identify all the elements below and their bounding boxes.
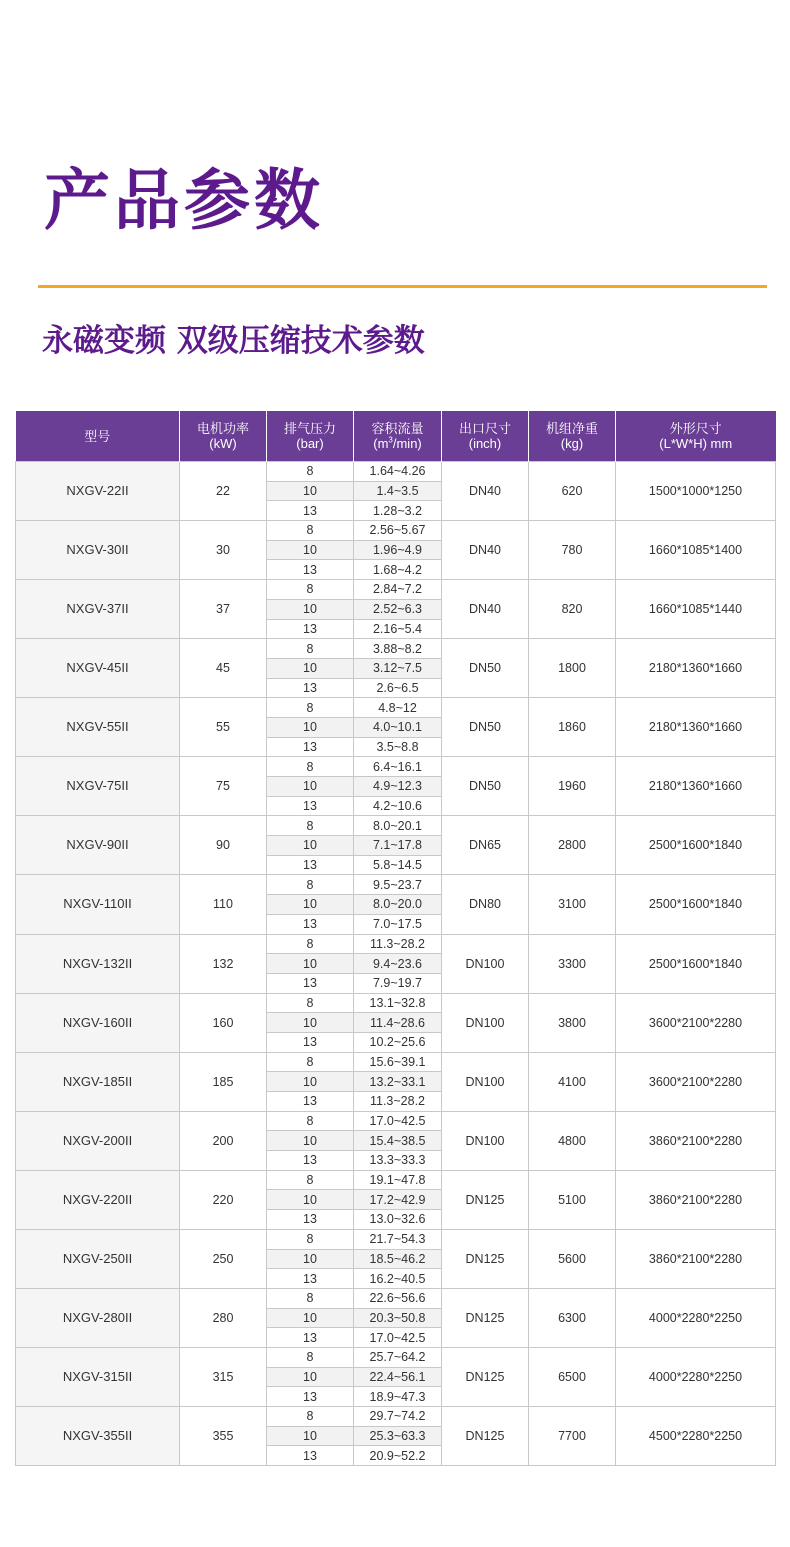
outlet-cell: DN125 <box>442 1407 529 1466</box>
flow-cell: 13.2~33.1 <box>354 1072 442 1092</box>
table-row <box>16 580 776 600</box>
flow-cell: 13.3~33.3 <box>354 1151 442 1171</box>
pressure-cell: 13 <box>267 855 354 875</box>
dims-cell: 2180*1360*1660 <box>616 639 776 698</box>
flow-cell: 15.6~39.1 <box>354 1052 442 1072</box>
pressure-cell: 13 <box>267 678 354 698</box>
flow-cell: 21.7~54.3 <box>354 1229 442 1249</box>
table-row <box>16 1052 776 1072</box>
table-row <box>16 993 776 1013</box>
weight-cell: 1800 <box>529 639 616 698</box>
pressure-cell: 8 <box>267 1111 354 1131</box>
flow-cell: 7.9~19.7 <box>354 973 442 993</box>
flow-cell: 8.0~20.0 <box>354 895 442 915</box>
outlet-cell: DN125 <box>442 1170 529 1229</box>
flow-cell: 17.2~42.9 <box>354 1190 442 1210</box>
flow-cell: 18.9~47.3 <box>354 1387 442 1407</box>
pressure-cell: 13 <box>267 1210 354 1230</box>
power-cell: 110 <box>180 875 267 934</box>
model-cell: NXGV-185II <box>16 1052 180 1111</box>
pressure-cell: 10 <box>267 777 354 797</box>
model-cell: NXGV-45II <box>16 639 180 698</box>
model-cell: NXGV-220II <box>16 1170 180 1229</box>
dims-cell: 2500*1600*1840 <box>616 816 776 875</box>
model-cell: NXGV-75II <box>16 757 180 816</box>
flow-cell: 20.3~50.8 <box>354 1308 442 1328</box>
outlet-cell: DN125 <box>442 1288 529 1347</box>
flow-cell: 8.0~20.1 <box>354 816 442 836</box>
flow-cell: 13.1~32.8 <box>354 993 442 1013</box>
dims-cell: 1660*1085*1440 <box>616 580 776 639</box>
pressure-cell: 8 <box>267 1347 354 1367</box>
power-cell: 30 <box>180 521 267 580</box>
model-cell: NXGV-110II <box>16 875 180 934</box>
model-cell: NXGV-160II <box>16 993 180 1052</box>
power-cell: 160 <box>180 993 267 1052</box>
model-cell: NXGV-355II <box>16 1407 180 1466</box>
weight-cell: 5600 <box>529 1229 616 1288</box>
outlet-cell: DN40 <box>442 521 529 580</box>
pressure-cell: 13 <box>267 973 354 993</box>
pressure-cell: 8 <box>267 816 354 836</box>
model-cell: NXGV-30II <box>16 521 180 580</box>
flow-cell: 1.68~4.2 <box>354 560 442 580</box>
pressure-cell: 13 <box>267 796 354 816</box>
pressure-cell: 10 <box>267 658 354 678</box>
pressure-cell: 10 <box>267 836 354 856</box>
outlet-cell: DN100 <box>442 934 529 993</box>
dims-cell: 3860*2100*2280 <box>616 1229 776 1288</box>
header-power: 电机功率 (kW) <box>180 411 267 462</box>
pressure-cell: 13 <box>267 1151 354 1171</box>
flow-cell: 4.9~12.3 <box>354 777 442 797</box>
table-row <box>16 521 776 541</box>
pressure-cell: 10 <box>267 1426 354 1446</box>
power-cell: 55 <box>180 698 267 757</box>
power-cell: 200 <box>180 1111 267 1170</box>
outlet-cell: DN50 <box>442 639 529 698</box>
pressure-cell: 13 <box>267 1269 354 1289</box>
pressure-cell: 13 <box>267 737 354 757</box>
table-row <box>16 1170 776 1190</box>
power-cell: 37 <box>180 580 267 639</box>
outlet-cell: DN50 <box>442 698 529 757</box>
flow-cell: 11.4~28.6 <box>354 1013 442 1033</box>
section-subtitle: 永磁变频 双级压缩技术参数 <box>42 323 425 359</box>
flow-cell: 15.4~38.5 <box>354 1131 442 1151</box>
flow-cell: 20.9~52.2 <box>354 1446 442 1466</box>
flow-cell: 18.5~46.2 <box>354 1249 442 1269</box>
flow-cell: 4.0~10.1 <box>354 717 442 737</box>
title-divider <box>38 285 767 288</box>
flow-cell: 16.2~40.5 <box>354 1269 442 1289</box>
dims-cell: 3600*2100*2280 <box>616 1052 776 1111</box>
model-cell: NXGV-315II <box>16 1347 180 1406</box>
flow-cell: 25.3~63.3 <box>354 1426 442 1446</box>
page-title: 产品参数 <box>44 162 324 239</box>
model-cell: NXGV-280II <box>16 1288 180 1347</box>
flow-cell: 19.1~47.8 <box>354 1170 442 1190</box>
dims-cell: 4000*2280*2250 <box>616 1288 776 1347</box>
flow-cell: 1.64~4.26 <box>354 462 442 482</box>
weight-cell: 7700 <box>529 1407 616 1466</box>
dims-cell: 2180*1360*1660 <box>616 757 776 816</box>
flow-cell: 13.0~32.6 <box>354 1210 442 1230</box>
flow-cell: 4.2~10.6 <box>354 796 442 816</box>
flow-cell: 5.8~14.5 <box>354 855 442 875</box>
dims-cell: 4500*2280*2250 <box>616 1407 776 1466</box>
flow-cell: 2.84~7.2 <box>354 580 442 600</box>
flow-cell: 4.8~12 <box>354 698 442 718</box>
flow-cell: 2.52~6.3 <box>354 599 442 619</box>
outlet-cell: DN125 <box>442 1229 529 1288</box>
outlet-cell: DN65 <box>442 816 529 875</box>
pressure-cell: 10 <box>267 1013 354 1033</box>
header-pressure: 排气压力 (bar) <box>267 411 354 462</box>
outlet-cell: DN80 <box>442 875 529 934</box>
weight-cell: 820 <box>529 580 616 639</box>
table-row <box>16 639 776 659</box>
flow-cell: 2.16~5.4 <box>354 619 442 639</box>
flow-cell: 9.5~23.7 <box>354 875 442 895</box>
flow-cell: 3.12~7.5 <box>354 658 442 678</box>
table-row <box>16 1229 776 1249</box>
weight-cell: 620 <box>529 462 616 521</box>
pressure-cell: 10 <box>267 1308 354 1328</box>
pressure-cell: 10 <box>267 717 354 737</box>
pressure-cell: 10 <box>267 1249 354 1269</box>
flow-cell: 1.96~4.9 <box>354 540 442 560</box>
header-flow: 容积流量 $(m^3/\min)$ <box>354 411 442 462</box>
outlet-cell: DN125 <box>442 1347 529 1406</box>
outlet-cell: DN100 <box>442 1052 529 1111</box>
power-cell: 185 <box>180 1052 267 1111</box>
table-row <box>16 462 776 482</box>
flow-cell: 2.6~6.5 <box>354 678 442 698</box>
dims-cell: 4000*2280*2250 <box>616 1347 776 1406</box>
power-cell: 132 <box>180 934 267 993</box>
pressure-cell: 10 <box>267 481 354 501</box>
flow-cell: 1.4~3.5 <box>354 481 442 501</box>
model-cell: NXGV-22II <box>16 462 180 521</box>
dims-cell: 3860*2100*2280 <box>616 1170 776 1229</box>
flow-cell: 11.3~28.2 <box>354 1092 442 1112</box>
flow-cell: 7.0~17.5 <box>354 914 442 934</box>
outlet-cell: DN100 <box>442 1111 529 1170</box>
table-row <box>16 757 776 777</box>
header-dims: 外形尺寸 (L*W*H) mm <box>616 411 776 462</box>
header-outlet: 出口尺寸 (inch) <box>442 411 529 462</box>
weight-cell: 4800 <box>529 1111 616 1170</box>
power-cell: 90 <box>180 816 267 875</box>
flow-cell: 6.4~16.1 <box>354 757 442 777</box>
pressure-cell: 10 <box>267 1367 354 1387</box>
model-cell: NXGV-250II <box>16 1229 180 1288</box>
table-row <box>16 875 776 895</box>
pressure-cell: 10 <box>267 540 354 560</box>
spec-table <box>15 411 776 1466</box>
flow-cell: 10.2~25.6 <box>354 1032 442 1052</box>
pressure-cell: 13 <box>267 1446 354 1466</box>
pressure-cell: 13 <box>267 501 354 521</box>
pressure-cell: 10 <box>267 1190 354 1210</box>
pressure-cell: 8 <box>267 698 354 718</box>
power-cell: 280 <box>180 1288 267 1347</box>
dims-cell: 1500*1000*1250 <box>616 462 776 521</box>
pressure-cell: 8 <box>267 757 354 777</box>
dims-cell: 3860*2100*2280 <box>616 1111 776 1170</box>
table-row <box>16 1111 776 1131</box>
pressure-cell: 10 <box>267 1131 354 1151</box>
pressure-cell: 10 <box>267 1072 354 1092</box>
weight-cell: 3800 <box>529 993 616 1052</box>
power-cell: 45 <box>180 639 267 698</box>
header-weight: 机组净重 (kg) <box>529 411 616 462</box>
pressure-cell: 8 <box>267 875 354 895</box>
dims-cell: 2180*1360*1660 <box>616 698 776 757</box>
header-model: 型号 <box>16 411 180 462</box>
flow-cell: 11.3~28.2 <box>354 934 442 954</box>
pressure-cell: 13 <box>267 1092 354 1112</box>
weight-cell: 3300 <box>529 934 616 993</box>
model-cell: NXGV-90II <box>16 816 180 875</box>
table-row <box>16 1347 776 1367</box>
flow-cell: 9.4~23.6 <box>354 954 442 974</box>
flow-cell: 25.7~64.2 <box>354 1347 442 1367</box>
flow-cell: 1.28~3.2 <box>354 501 442 521</box>
weight-cell: 6500 <box>529 1347 616 1406</box>
pressure-cell: 8 <box>267 1229 354 1249</box>
flow-cell: 17.0~42.5 <box>354 1111 442 1131</box>
pressure-cell: 8 <box>267 1288 354 1308</box>
table-row <box>16 1288 776 1308</box>
dims-cell: 2500*1600*1840 <box>616 875 776 934</box>
flow-cell: 3.88~8.2 <box>354 639 442 659</box>
dims-cell: 2500*1600*1840 <box>616 934 776 993</box>
model-cell: NXGV-132II <box>16 934 180 993</box>
power-cell: 220 <box>180 1170 267 1229</box>
pressure-cell: 10 <box>267 895 354 915</box>
pressure-cell: 10 <box>267 599 354 619</box>
pressure-cell: 13 <box>267 619 354 639</box>
flow-cell: 29.7~74.2 <box>354 1407 442 1427</box>
outlet-cell: DN100 <box>442 993 529 1052</box>
pressure-cell: 13 <box>267 914 354 934</box>
pressure-cell: 10 <box>267 954 354 974</box>
weight-cell: 4100 <box>529 1052 616 1111</box>
weight-cell: 5100 <box>529 1170 616 1229</box>
pressure-cell: 8 <box>267 934 354 954</box>
table-row <box>16 934 776 954</box>
power-cell: 250 <box>180 1229 267 1288</box>
power-cell: 315 <box>180 1347 267 1406</box>
table-header-row <box>16 411 776 462</box>
pressure-cell: 8 <box>267 462 354 482</box>
model-cell: NXGV-200II <box>16 1111 180 1170</box>
pressure-cell: 8 <box>267 1407 354 1427</box>
flow-cell: 3.5~8.8 <box>354 737 442 757</box>
spec-table-body <box>16 462 776 1466</box>
pressure-cell: 13 <box>267 1328 354 1348</box>
pressure-cell: 8 <box>267 521 354 541</box>
pressure-cell: 8 <box>267 1052 354 1072</box>
pressure-cell: 13 <box>267 560 354 580</box>
weight-cell: 780 <box>529 521 616 580</box>
outlet-cell: DN40 <box>442 462 529 521</box>
dims-cell: 1660*1085*1400 <box>616 521 776 580</box>
pressure-cell: 8 <box>267 993 354 1013</box>
table-row <box>16 698 776 718</box>
flow-cell: 22.4~56.1 <box>354 1367 442 1387</box>
pressure-cell: 8 <box>267 580 354 600</box>
weight-cell: 1860 <box>529 698 616 757</box>
pressure-cell: 8 <box>267 639 354 659</box>
pressure-cell: 13 <box>267 1032 354 1052</box>
weight-cell: 1960 <box>529 757 616 816</box>
flow-cell: 22.6~56.6 <box>354 1288 442 1308</box>
flow-cell: 7.1~17.8 <box>354 836 442 856</box>
model-cell: NXGV-37II <box>16 580 180 639</box>
flow-cell: 2.56~5.67 <box>354 521 442 541</box>
outlet-cell: DN50 <box>442 757 529 816</box>
outlet-cell: DN40 <box>442 580 529 639</box>
pressure-cell: 13 <box>267 1387 354 1407</box>
model-cell: NXGV-55II <box>16 698 180 757</box>
flow-cell: 17.0~42.5 <box>354 1328 442 1348</box>
table-row <box>16 1407 776 1427</box>
power-cell: 75 <box>180 757 267 816</box>
pressure-cell: 8 <box>267 1170 354 1190</box>
table-row <box>16 816 776 836</box>
weight-cell: 3100 <box>529 875 616 934</box>
power-cell: 22 <box>180 462 267 521</box>
power-cell: 355 <box>180 1407 267 1466</box>
dims-cell: 3600*2100*2280 <box>616 993 776 1052</box>
weight-cell: 2800 <box>529 816 616 875</box>
weight-cell: 6300 <box>529 1288 616 1347</box>
